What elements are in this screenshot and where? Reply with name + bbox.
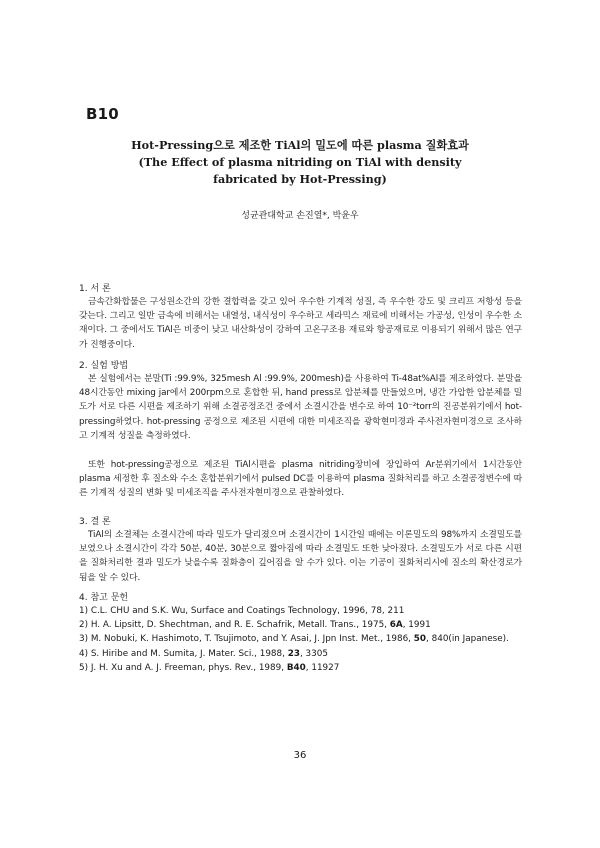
reference-item: 5) J. H. Xu and A. J. Freeman, phys. Rev., 1989, B40, 11927 <box>79 662 340 673</box>
section-heading-methods: 2. 실험 방법 <box>79 361 129 371</box>
reference-item: 3) M. Nobuki, K. Hashimoto, T. Tsujimoto, and Y. Asai, J. Jpn Inst. Met., 1986, 50, 840(in Japanese). <box>79 634 509 645</box>
title-english-line2: fabricated by Hot-Pressing) <box>213 172 387 186</box>
section-heading-introduction: 1. 서 론 <box>79 284 111 294</box>
section-paragraph: 금속간화합물은 구성원소간의 강한 결합력을 갖고 있어 우수한 기계적 성질, 즉 우수한 강도 및 크리프 저항성 등을 갖는다. 그리고 일반 금속에 비해서는 내열성, 내식성이 우수하고 세라믹스 재료에 비해서는 가공성, 인성이 우수한 소재이다. 그 중에서도 TiAl은 비중이 낮고 내산화성이 강하여 고온구조용 재료와 항공재료로 이용되기 위해서 많은 연구가 진행중이다. <box>79 297 522 350</box>
title-korean: Hot-Pressing으로 제조한 TiAl의 밀도에 따른 plasma 질화효과 <box>131 138 469 152</box>
reference-list <box>79 604 522 675</box>
reference-item: 4) S. Hiribe and M. Sumita, J. Mater. Sci., 1988, 23, 3305 <box>79 648 328 659</box>
section-paragraph: 또한 hot-pressing공정으로 제조된 TiAl시편을 plasma nitriding장비에 장입하여 Ar분위기에서 1시간동안 plasma 세정한 후 질소와 수소 혼합분위기에서 pulsed DC를 이용하여 plasma 질화처리를 하고 소결공정변수에 따른 기계적 성질의 변화 및 미세조직을 주사전자현미경으로 관찰하였다. <box>79 460 522 499</box>
reference-item: 2) H. A. Lipsitt, D. Shechtman, and R. E. Schafrik, Metall. Trans., 1975, 6A, 1991 <box>79 620 431 631</box>
section-heading-conclusion: 3. 결 론 <box>79 517 111 527</box>
abstract-code: B10 <box>86 105 119 123</box>
title-english-line1: (The Effect of plasma nitriding on TiAl with density <box>138 155 462 169</box>
section-paragraph: 본 실험에서는 분말(Ti :99.9%, 325mesh Al :99.9%, 200mesh)을 사용하여 Ti-48at%Al를 제조하였다. 분말을 48시간동안 mixing jar에서 200rpm으로 혼합한 뒤, hand press로 압분체를 만들었으며, 냉간 가압한 압분체를 밀도가 서로 다른 시편을 제조하기 위해 소결공정조건 중에서 소결시간을 변수로 하여 10⁻²torr의 진공분위기에서 hot-pressing하였다. hot-pressing 공정으로 제조된 시편에 대한 미세조직을 광학현미경과 주사전자현미경으로 조사하고 기계적 성질을 측정하였다. <box>79 374 522 441</box>
section-paragraph: TiAl의 소결체는 소결시간에 따라 밀도가 달리졌으며 소결시간이 1시간일 때에는 이론밀도의 98%까지 소결밀도를 보였으나 소결시간이 각각 50분, 40분, 30분으로 짧아짐에 따라 소결밀도 또한 낮아졌다. 소결밀도가 서로 다른 시편을 질화처리한 결과 밀도가 낮을수록 질화층이 깊어짐을 알 수가 있다. 이는 기공이 질화처리시에 질소의 확산경로가 됨을 알 수 있다. <box>79 530 522 583</box>
section-heading-references: 4. 참고 문헌 <box>79 593 129 603</box>
reference-item: 1) C.L. CHU and S.K. Wu, Surface and Coatings Technology, 1996, 78, 211 <box>79 606 405 616</box>
authors: 성균관대학교 손진열*, 박윤우 <box>241 211 359 221</box>
page-number: 36 <box>293 750 307 761</box>
